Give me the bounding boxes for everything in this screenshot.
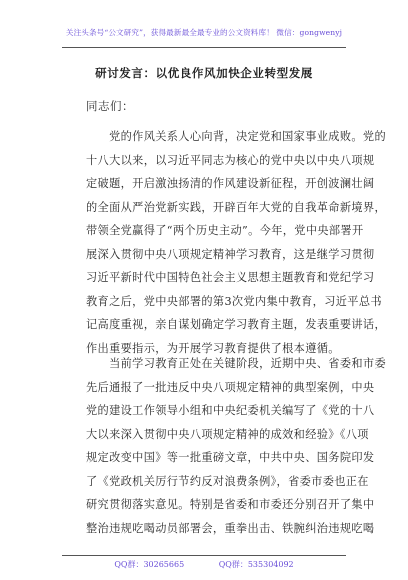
salutation: 同志们： — [86, 99, 134, 113]
paragraph-2 — [86, 352, 386, 540]
paragraph-1 — [86, 125, 386, 360]
paragraph-line: 规定改变中国》等一批重磅文章，中共中央、国务院印发 — [86, 451, 375, 464]
paragraph-line: 了《党政机关厉行节约反对浪费条例》，省委市委也正在 — [86, 474, 369, 488]
paragraph-line: 记高度重视，亲自谋划确定学习教育主题，发表重要讲话， — [86, 318, 386, 331]
paragraph-line: 研究贯彻落实意见。特别是省委和市委还分别召开了集中 — [86, 498, 375, 511]
document-title: 研讨发言：以优良作风加快企业转型发展 — [95, 66, 313, 80]
paragraph-line: 教育之后，党中央部署的第3次党内集中教育，习近平总书 — [86, 294, 382, 308]
footer-qq-group-1: QQ群：30265665 — [114, 560, 185, 569]
paragraph-line: 带领全党赢得了“两个历史主动”。今年，党中央部署开 — [86, 224, 364, 237]
paragraph-line: 当前学习教育正处在关键阶段，近期中央、省委和市委 — [86, 357, 386, 370]
header-promo-text: 关注头条号“公文研究”，获得最新最全最专业的公文资料库！ 微信：gongwenyj — [65, 28, 343, 37]
paragraph-line: 党的作风关系人心向背，决定党和国家事业成败。党的 — [86, 130, 386, 143]
paragraph-line: 的全面从严治党新实践，开辟百年大党的自我革命新境界， — [86, 200, 386, 214]
footer-divider — [62, 555, 346, 556]
paragraph-line: 定破题，开启激浊扬清的作风建设新征程，开创波澜壮阔 — [86, 177, 375, 190]
paragraph-line: 展深入贯彻中央八项规定精神学习教育，这是继学习贯彻 — [86, 247, 375, 261]
paragraph-line: 先后通报了一批违反中央八项规定精神的典型案例，中央 — [86, 380, 375, 394]
paragraph-line: 习近平新时代中国特色社会主义思想主题教育和党纪学习 — [86, 271, 375, 284]
paragraph-line: 大以来深入贯彻中央八项规定精神的成效和经验》《八项 — [86, 427, 369, 441]
paragraph-line: 整治违规吃喝动员部署会，重拳出击、铁腕纠治违规吃喝 — [86, 521, 375, 535]
paragraph-line: 作出重要指示，为开展学习教育提供了根本遵循。 — [86, 341, 340, 355]
footer-contacts — [0, 559, 408, 570]
footer-qq-group-2: QQ群：535304092 — [218, 560, 294, 569]
paragraph-line: 党的建设工作领导小组和中央纪委机关编写了《党的十八 — [86, 404, 375, 417]
header-divider — [62, 47, 346, 48]
paragraph-line: 十八大以来，以习近平同志为核心的党中央以中央八项规 — [86, 153, 375, 167]
